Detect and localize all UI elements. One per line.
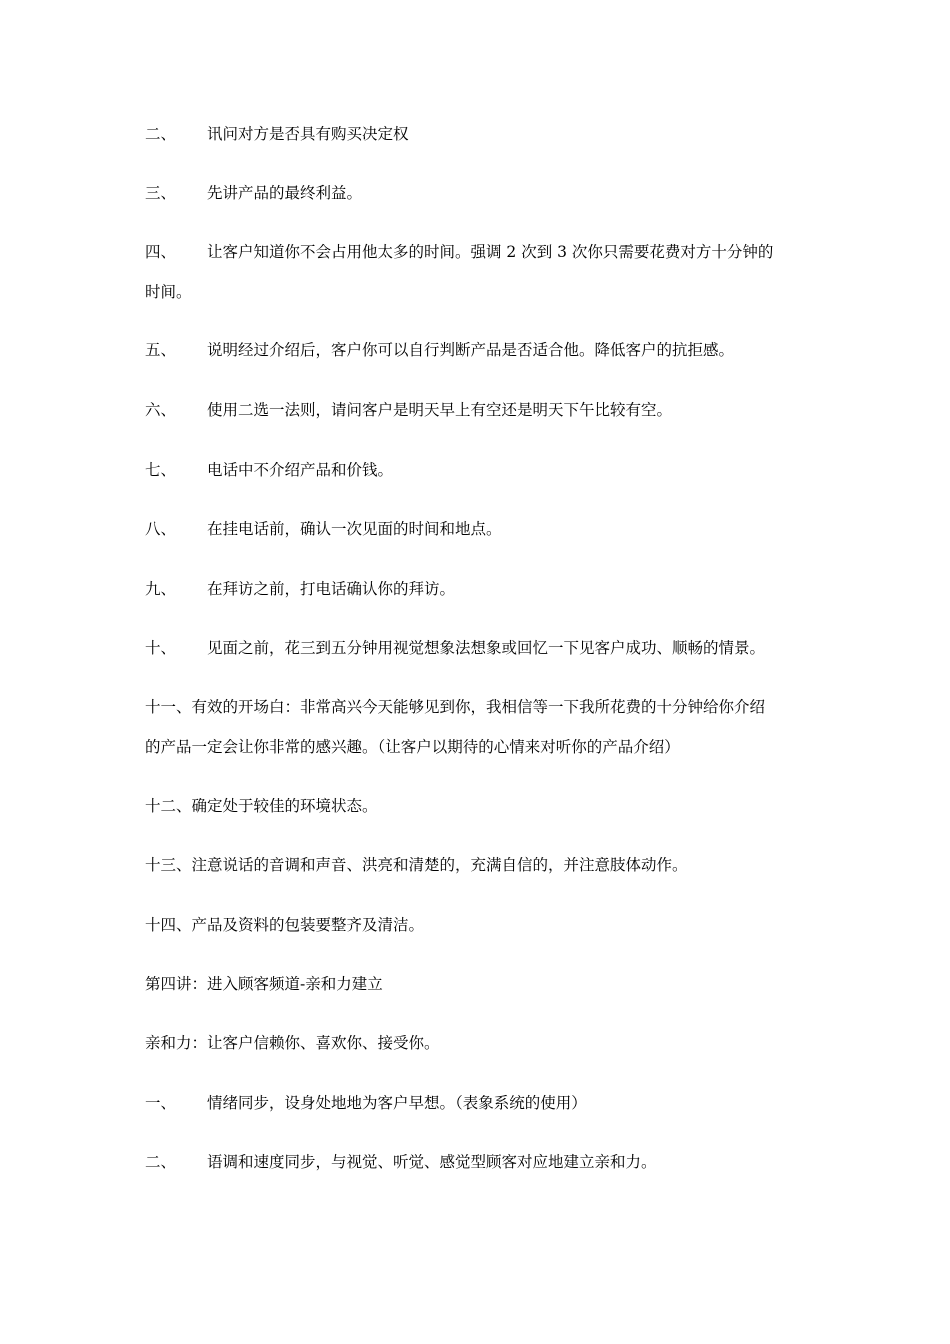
list-item-6 bbox=[145, 390, 825, 430]
item-number: 一、 bbox=[145, 1094, 177, 1112]
item-text: 语调和速度同步，与视觉、听觉、感觉型顾客对应地建立亲和力。 bbox=[207, 1153, 657, 1171]
item-text: 使用二选一法则，请问客户是明天早上有空还是明天下午比较有空。 bbox=[207, 401, 673, 419]
section-heading: 第四讲：进入顾客频道-亲和力建立 bbox=[145, 975, 383, 993]
definition-text: 亲和力：让客户信赖你、喜欢你、接受你。 bbox=[145, 1034, 440, 1052]
item-text: 在挂电话前，确认一次见面的时间和地点。 bbox=[207, 520, 502, 538]
item-line-2: 的产品一定会让你非常的感兴趣。（让客户以期待的心情来对听你的产品介绍） bbox=[145, 738, 680, 756]
list-item-10 bbox=[145, 628, 825, 668]
item-text: 见面之前，花三到五分钟用视觉想象法想象或回忆一下见客户成功、顺畅的情景。 bbox=[207, 639, 766, 657]
item-number: 九、 bbox=[145, 580, 177, 598]
item-number: 四、 bbox=[145, 243, 177, 261]
list-item-rapport-2 bbox=[145, 1142, 825, 1182]
list-item-9 bbox=[145, 569, 825, 609]
item-number: 五、 bbox=[145, 341, 177, 359]
item-number: 十、 bbox=[145, 639, 177, 657]
item-number: 三、 bbox=[145, 184, 177, 202]
list-item-3 bbox=[145, 173, 825, 213]
item-number: 六、 bbox=[145, 401, 177, 419]
list-item-11 bbox=[145, 687, 825, 767]
item-number: 二、 bbox=[145, 1153, 177, 1171]
item-line-2: 时间。 bbox=[145, 283, 192, 301]
item-number: 八、 bbox=[145, 520, 177, 538]
list-item-13: 十三、注意说话的音调和声音、洪亮和清楚的，充满自信的，并注意肢体动作。 bbox=[145, 856, 688, 874]
list-item-7 bbox=[145, 450, 825, 490]
item-text: 先讲产品的最终利益。 bbox=[207, 184, 363, 202]
item-text: 说明经过介绍后，客户你可以自行判断产品是否适合他。降低客户的抗拒感。 bbox=[207, 341, 735, 359]
list-item-12: 十二、确定处于较佳的环境状态。 bbox=[145, 797, 378, 815]
list-item-8 bbox=[145, 509, 825, 549]
item-line-1 bbox=[145, 232, 825, 272]
item-text: 在拜访之前，打电话确认你的拜访。 bbox=[207, 580, 456, 598]
item-text: 情绪同步，设身处地地为客户早想。（表象系统的使用） bbox=[207, 1094, 587, 1112]
item-number: 二、 bbox=[145, 125, 177, 143]
list-item-4 bbox=[145, 232, 825, 312]
item-line-1: 十一、有效的开场白：非常高兴今天能够见到你，我相信等一下我所花费的十分钟给你介绍 bbox=[145, 698, 766, 716]
list-item-14: 十四、产品及资料的包装要整齐及清洁。 bbox=[145, 916, 425, 934]
list-item-2 bbox=[145, 114, 825, 154]
item-text: 讯问对方是否具有购买决定权 bbox=[207, 125, 409, 143]
list-item-rapport-1 bbox=[145, 1083, 825, 1123]
list-item-5 bbox=[145, 330, 825, 370]
item-text: 让客户知道你不会占用他太多的时间。强调 2 次到 3 次你只需要花费对方十分钟的 bbox=[207, 243, 774, 261]
item-text: 电话中不介绍产品和价钱。 bbox=[207, 461, 394, 479]
item-number: 七、 bbox=[145, 461, 177, 479]
